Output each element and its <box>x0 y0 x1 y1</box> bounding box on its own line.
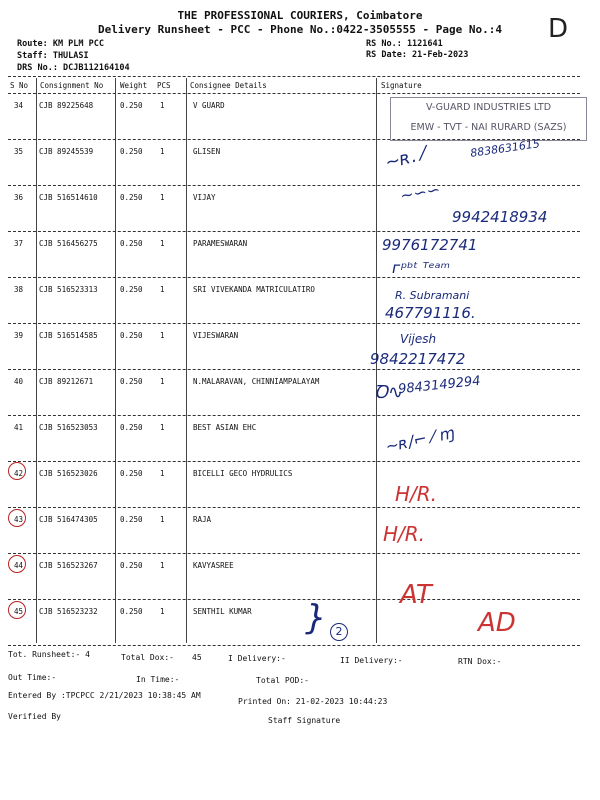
row-sno: 40 <box>14 377 24 386</box>
row-sno: 34 <box>14 101 24 110</box>
handwritten-note: AD <box>478 608 516 638</box>
row-pcs: 1 <box>160 331 165 340</box>
corner-handwritten-mark: D <box>548 14 569 44</box>
handwritten-signature: Ꝺ∿ <box>374 382 404 403</box>
table-row <box>0 515 600 561</box>
handwritten-phone: 9942418934 <box>452 208 548 226</box>
column-header-divider <box>8 93 580 94</box>
staff-signature-label: Staff Signature <box>268 716 341 725</box>
in-time-label: In Time:- <box>136 675 180 684</box>
row-pcs: 1 <box>160 377 165 386</box>
row-sno: 44 <box>14 561 24 570</box>
row-pcs: 1 <box>160 423 165 432</box>
handwritten-phone: 467791116. <box>385 304 476 322</box>
row-divider <box>8 599 580 600</box>
row-sno: 45 <box>14 607 24 616</box>
handwritten-note: AT <box>400 580 432 610</box>
table-row <box>0 331 600 377</box>
table-row <box>0 423 600 469</box>
row-pcs: 1 <box>160 285 165 294</box>
table-row <box>0 239 600 285</box>
row-consignee: GLISEN <box>193 147 221 156</box>
table-row <box>0 561 600 607</box>
row-pcs: 1 <box>160 101 165 110</box>
out-time-label: Out Time:- <box>8 673 57 682</box>
handwritten-brace: } <box>305 598 327 638</box>
row-consignment: CJB 516474305 <box>39 515 98 524</box>
row-consignment: CJB 89245539 <box>39 147 94 156</box>
row-pcs: 1 <box>160 147 165 156</box>
row-consignee: PARAMESWARAN <box>193 239 248 248</box>
col-header-consignment: Consignment No <box>40 81 104 90</box>
col-header-signature: Signature <box>381 81 422 90</box>
header-divider <box>8 76 580 77</box>
row-divider <box>8 231 580 232</box>
handwritten-phone: 9976172741 <box>382 236 478 254</box>
row-divider <box>8 553 580 554</box>
row-weight: 0.250 <box>120 193 143 202</box>
table-bottom-divider <box>8 645 580 646</box>
row-weight: 0.250 <box>120 469 143 478</box>
handwritten-signature: ~∽∽ <box>398 179 442 206</box>
col-header-consignee: Consignee Details <box>190 81 267 90</box>
row-sno: 39 <box>14 331 24 340</box>
rs-date: RS Date: 21-Feb-2023 <box>366 50 469 60</box>
row-consignee: VIJAY <box>193 193 216 202</box>
row-sno: 35 <box>14 147 24 156</box>
row-weight: 0.250 <box>120 515 143 524</box>
row-sno: 42 <box>14 469 24 478</box>
row-consignee: SENTHIL KUMAR <box>193 607 252 616</box>
total-dox-label: Total Dox:- <box>121 653 174 662</box>
route-label: Route: KM PLM PCC <box>17 39 104 49</box>
row-consignee: RAJA <box>193 515 212 524</box>
row-consignment: CJB 516523313 <box>39 285 98 294</box>
company-stamp <box>390 97 587 141</box>
row-consignee: VIJESWARAN <box>193 331 239 340</box>
row-pcs: 1 <box>160 239 165 248</box>
row-consignment: CJB 516523232 <box>39 607 98 616</box>
rs-number: RS No.: 1121641 <box>366 39 443 49</box>
row-consignee: KAVYASREE <box>193 561 234 570</box>
row-sno: 37 <box>14 239 24 248</box>
row-pcs: 1 <box>160 515 165 524</box>
row-divider <box>8 507 580 508</box>
row-consignment: CJB 516523026 <box>39 469 98 478</box>
row-weight: 0.250 <box>120 285 143 294</box>
row-weight: 0.250 <box>120 377 143 386</box>
row-pcs: 1 <box>160 561 165 570</box>
total-pod-label: Total POD:- <box>256 676 309 685</box>
staff-label: Staff: THULASI <box>17 51 89 61</box>
runsheet-subtitle: Delivery Runsheet - PCC - Phone No.:0422-3505555 - Page No.:4 <box>98 23 502 36</box>
row-divider <box>8 461 580 462</box>
handwritten-name: R. Subramani <box>395 289 470 302</box>
row-weight: 0.250 <box>120 561 143 570</box>
row-pcs: 1 <box>160 193 165 202</box>
rtn-dox-label: RTN Dox:- <box>458 657 502 666</box>
total-dox-value: 45 <box>192 653 202 662</box>
row-consignee: N.MALARAVAN, CHINNIAMPALAYAM <box>193 377 320 386</box>
handwritten-signature: Vijesh <box>400 332 437 346</box>
handwritten-phone: 9842217472 <box>370 350 466 368</box>
row-divider <box>8 323 580 324</box>
row-sno: 36 <box>14 193 24 202</box>
table-row <box>0 285 600 331</box>
row-consignee: SRI VIVEKANDA MATRICULATIRO <box>193 285 315 294</box>
drs-label: DRS No.: DCJB112164104 <box>17 63 130 73</box>
row-weight: 0.250 <box>120 331 143 340</box>
row-consignee: BEST ASIAN EHC <box>193 423 257 432</box>
row-pcs: 1 <box>160 607 165 616</box>
sno-circle-mark <box>8 555 26 573</box>
ii-delivery-label: II Delivery:- <box>340 656 403 665</box>
handwritten-note: H/R. <box>395 482 438 506</box>
col-header-sno: S No <box>10 81 29 90</box>
entered-by: Entered By :TPCPCC 2/21/2023 10:38:45 AM <box>8 691 201 700</box>
col-header-pcs: PCS <box>157 81 171 90</box>
sno-circle-mark <box>8 601 26 619</box>
row-sno: 38 <box>14 285 24 294</box>
row-weight: 0.250 <box>120 607 143 616</box>
handwritten-signature: ᴦᵖᵇᵗ ᵀᵉᵃᵐ <box>392 259 451 277</box>
row-weight: 0.250 <box>120 147 143 156</box>
row-consignee: V GUARD <box>193 101 225 110</box>
handwritten-count: 2 <box>330 623 348 641</box>
stamp-line: V-GUARD INDUSTRIES LTD <box>425 102 552 113</box>
handwritten-phone: 8838631615 <box>469 137 541 160</box>
company-title: THE PROFESSIONAL COURIERS, Coimbatore <box>177 9 423 22</box>
verified-by: Verified By <box>8 712 61 721</box>
row-consignment: CJB 516514585 <box>39 331 98 340</box>
handwritten-signature: ~ʀ. ⁄ <box>383 143 428 174</box>
row-divider <box>8 369 580 370</box>
row-divider <box>8 415 580 416</box>
row-consignment: CJB 89212671 <box>39 377 94 386</box>
table-row <box>0 469 600 515</box>
total-runsheet: Tot. Runsheet:- 4 <box>8 650 90 659</box>
stamp-line: EMW - TVT - NAI RURARD (SAZS) <box>410 122 567 133</box>
printed-on: Printed On: 21-02-2023 10:44:23 <box>238 697 388 706</box>
sno-circle-mark <box>8 462 26 480</box>
row-divider <box>8 277 580 278</box>
handwritten-signature: ~ʀ/⌐ ⁄ ɱ <box>383 422 457 457</box>
table-row <box>0 377 600 423</box>
row-consignment: CJB 89225648 <box>39 101 94 110</box>
handwritten-note: H/R. <box>383 522 426 546</box>
i-delivery-label: I Delivery:- <box>228 654 286 663</box>
row-pcs: 1 <box>160 469 165 478</box>
handwritten-phone: 9843149294 <box>397 373 482 398</box>
row-weight: 0.250 <box>120 239 143 248</box>
sno-circle-mark <box>8 509 26 527</box>
row-sno: 41 <box>14 423 24 432</box>
row-consignee: BICELLI GECO HYDRULICS <box>193 469 293 478</box>
row-weight: 0.250 <box>120 101 143 110</box>
row-consignment: CJB 516523267 <box>39 561 98 570</box>
row-consignment: CJB 516456275 <box>39 239 98 248</box>
row-divider <box>8 185 580 186</box>
row-consignment: CJB 516514610 <box>39 193 98 202</box>
row-weight: 0.250 <box>120 423 143 432</box>
col-header-weight: Weight <box>120 81 148 90</box>
row-sno: 43 <box>14 515 24 524</box>
row-consignment: CJB 516523053 <box>39 423 98 432</box>
